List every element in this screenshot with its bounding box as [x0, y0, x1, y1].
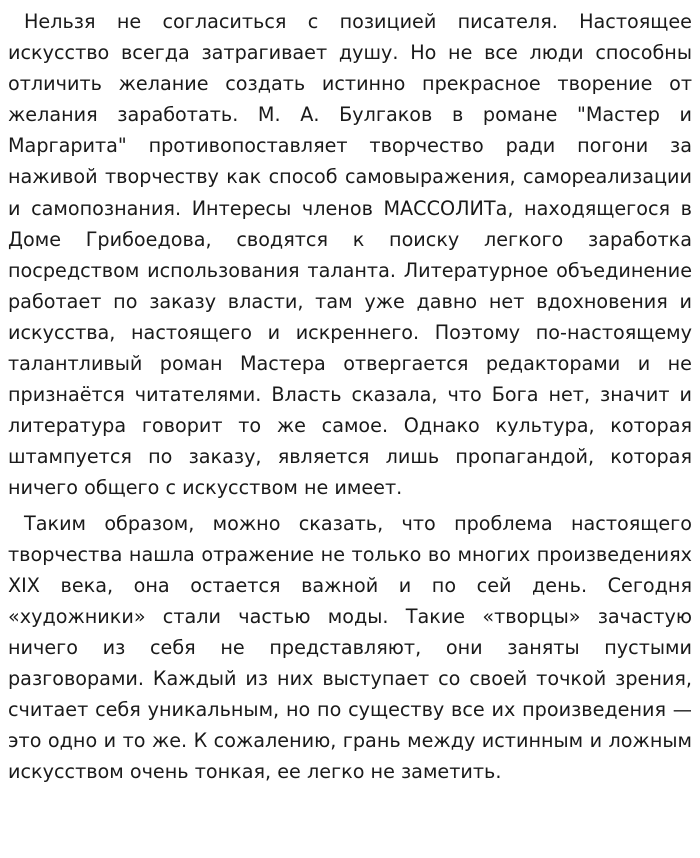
paragraph: Таким образом, можно сказать, что проблема настоящего творчества нашла отражение не только во многих произведениях XIX века, она остается важной и по сей день. Сегодня «художники» стали частью моды. Такие «творцы» зачастую ничего из себя не представляют, они заняты пустыми разговорами. Каждый из них выступает со своей точкой зрения, считает себя уникальным, но по существу все их произведения — это одно и то же. К сожалению, грань между истинным и ложным искусством очень тонкая, ее легко не заметить. [8, 511, 692, 784]
paragraph: Нельзя не согласиться с позицией писателя. Настоящее искусство всегда затрагивает душу. Но не все люди способны отличить желание создать истинно прекрасное творение от желания заработать. М. А. Булгаков в романе "Мастер и Маргарита" противопоставляет творчество ради погони за наживой творчеству как способ самовыражения, самореализации и самопознания. Интересы членов МАССОЛИТа, находящегося в Доме Грибоедова, сводятся к поиску легкого заработка посредством использования таланта. Литературное объединение работает по заказу власти, там уже давно нет вдохновения и искусства, настоящего и искреннего. Поэтому по-настоящему талантливый роман Мастера отвергается редакторами и не признаётся читателями. Власть сказала, что Бога нет, значит и литература говорит то же самое. Однако культура, которая штампуется по заказу, является лишь пропагандой, которая ничего общего с искусством не имеет. [8, 10, 692, 500]
